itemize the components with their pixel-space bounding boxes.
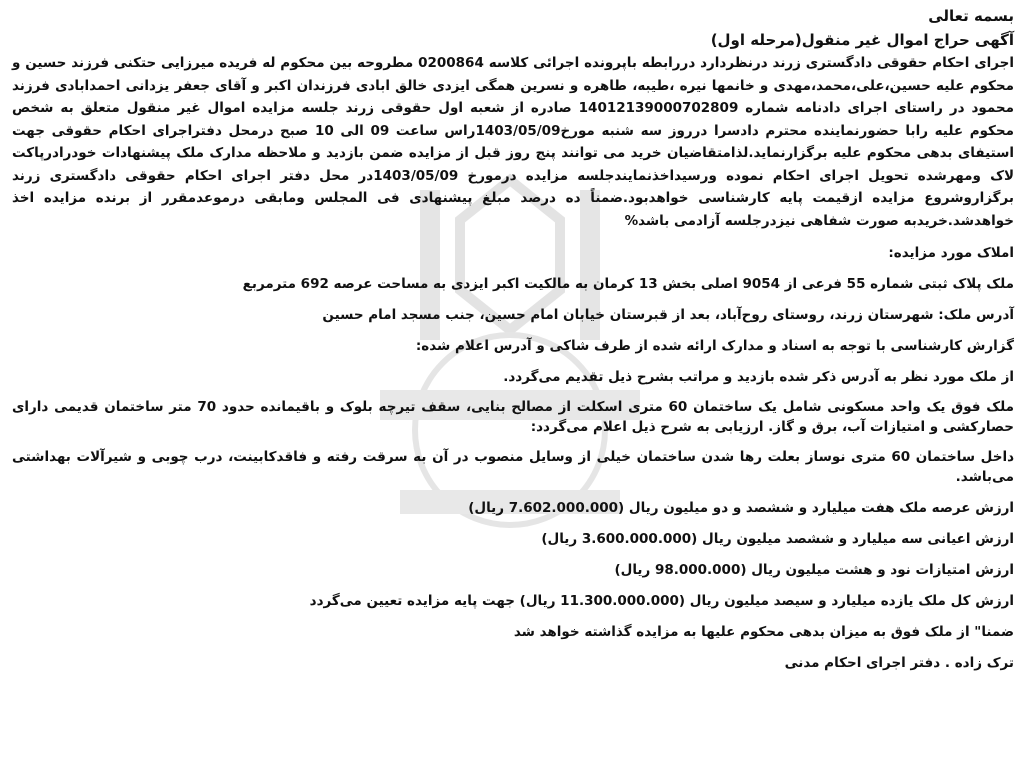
property-plate: ملک پلاک ثبتی شماره 55 فرعی از 9054 اصلی بخش 13 کرمان به مالکیت اکبر ایزدی به مساحت عرصه 692 مترمربع	[242, 276, 1014, 292]
value-building: ارزش اعیانی سه میلیارد و ششصد میلیون ریال (3.600.000.000 ریال)	[541, 531, 1014, 547]
closing-note: ضمنا" از ملک فوق به میزان بدهی محکوم علیها به مزایده گذاشته خواهد شد	[513, 624, 1014, 640]
intro-paragraph: اجرای احکام حقوقی دادگستری زرند درنظردارد دررابطه باپرونده اجرائی کلاسه 0200864 مطروحه بین محکوم له فریده میرزایی حتکنی فرزند حسین و محکوم علیه حسین،علی،محمد،مهدی و خانمها نیره ،طیبه، طاهره و نسرین همگی ایزدی خالق ابادی فرزندان اکبر و آقای جعفر یزدانی احمدابادی فرزند محمود در راستای اجرای دادنامه شماره 14012139000702809 صادره از شعبه اول حقوقی زرند جلسه مزایده اموال غیر منقول متعلق به شخص محکوم علیه رابا حضورنماینده محترم دادسرا درروز سه شنبه مورخ1403/05/09راس ساعت 09 الی 10 صبح درمحل دفتراجرای احکام حقوقی جهت استیفای بدهی محکوم علیه برگزارنماید.لذامتقاضیان خرید می توانند پنج روز قبل از مزایده ضمن بازدید و ملاحظه مدارک ملک پیشنهادات خودرادرپاکت لاک ومهرشده تحویل اجرای احکام نموده ورسیداخذنمایندجلسه مزایده درمورخ 1403/05/09در محل دفتر اجرای احکام حقوقی دادگستری زرند برگزاروشروع مزایده ازقیمت پایه کارشناسی خواهدبود.ضمناً ده درصد مبلغ پیشنهادی فی المجلس ومابقی درموعدمقرر از برنده مزایده اخذ خواهدشد.خریدبه صورت شفاهی نیزدرجلسه آزادمی باشد%	[12, 55, 1015, 229]
property-description: ملک فوق یک واحد مسکونی شامل یک ساختمان 60 متری اسکلت از مصالح بنایی، سقف تیرچه بلوک و باقیمانده حدود 70 متر ساختمان قدیمی دارای حصارکشی و امتیازات آب، برق و گاز. ارزیابی به شرح ذیل اعلام می‌گردد:	[12, 399, 1014, 435]
value-utilities: ارزش امتیازات نود و هشت میلیون ریال (98.000.000 ریال)	[614, 562, 1014, 578]
visit-statement: از ملک مورد نظر به آدرس ذکر شده بازدید و مراتب بشرح ذیل تقدیم می‌گردد.	[503, 369, 1014, 385]
notice-title: آگهی حراج اموال غیر منقول(مرحله اول)	[710, 31, 1014, 49]
value-land: ارزش عرصه ملک هفت میلیارد و ششصد و دو میلیون ریال (7.602.000.000 ریال)	[468, 500, 1014, 516]
basmala: بسمه تعالی	[928, 7, 1014, 25]
properties-heading: املاک مورد مزایده:	[888, 245, 1014, 261]
signature: ترک زاده . دفتر اجرای احکام مدنی	[784, 655, 1014, 671]
property-address: آدرس ملک: شهرستان زرند، روستای روح‌آباد، بعد از قبرستان خیابان امام حسین، جنب مسجد امام حسین	[322, 307, 1014, 323]
expert-report-intro: گزارش کارشناسی با توجه به اسناد و مدارک ارائه شده از طرف شاکی و آدرس اعلام شده:	[415, 338, 1014, 354]
interior-description: داخل ساختمان 60 متری نوساز بعلت رها شدن ساختمان خیلی از وسایل منصوب در آن به سرقت رفته و فاقدکابینت، درب چوبی و شیرآلات بهداشتی می‌باشد.	[12, 449, 1014, 485]
value-total: ارزش کل ملک یازده میلیارد و سیصد میلیون ریال (11.300.000.000 ریال) جهت پایه مزایده تعیین می‌گردد	[309, 593, 1014, 609]
